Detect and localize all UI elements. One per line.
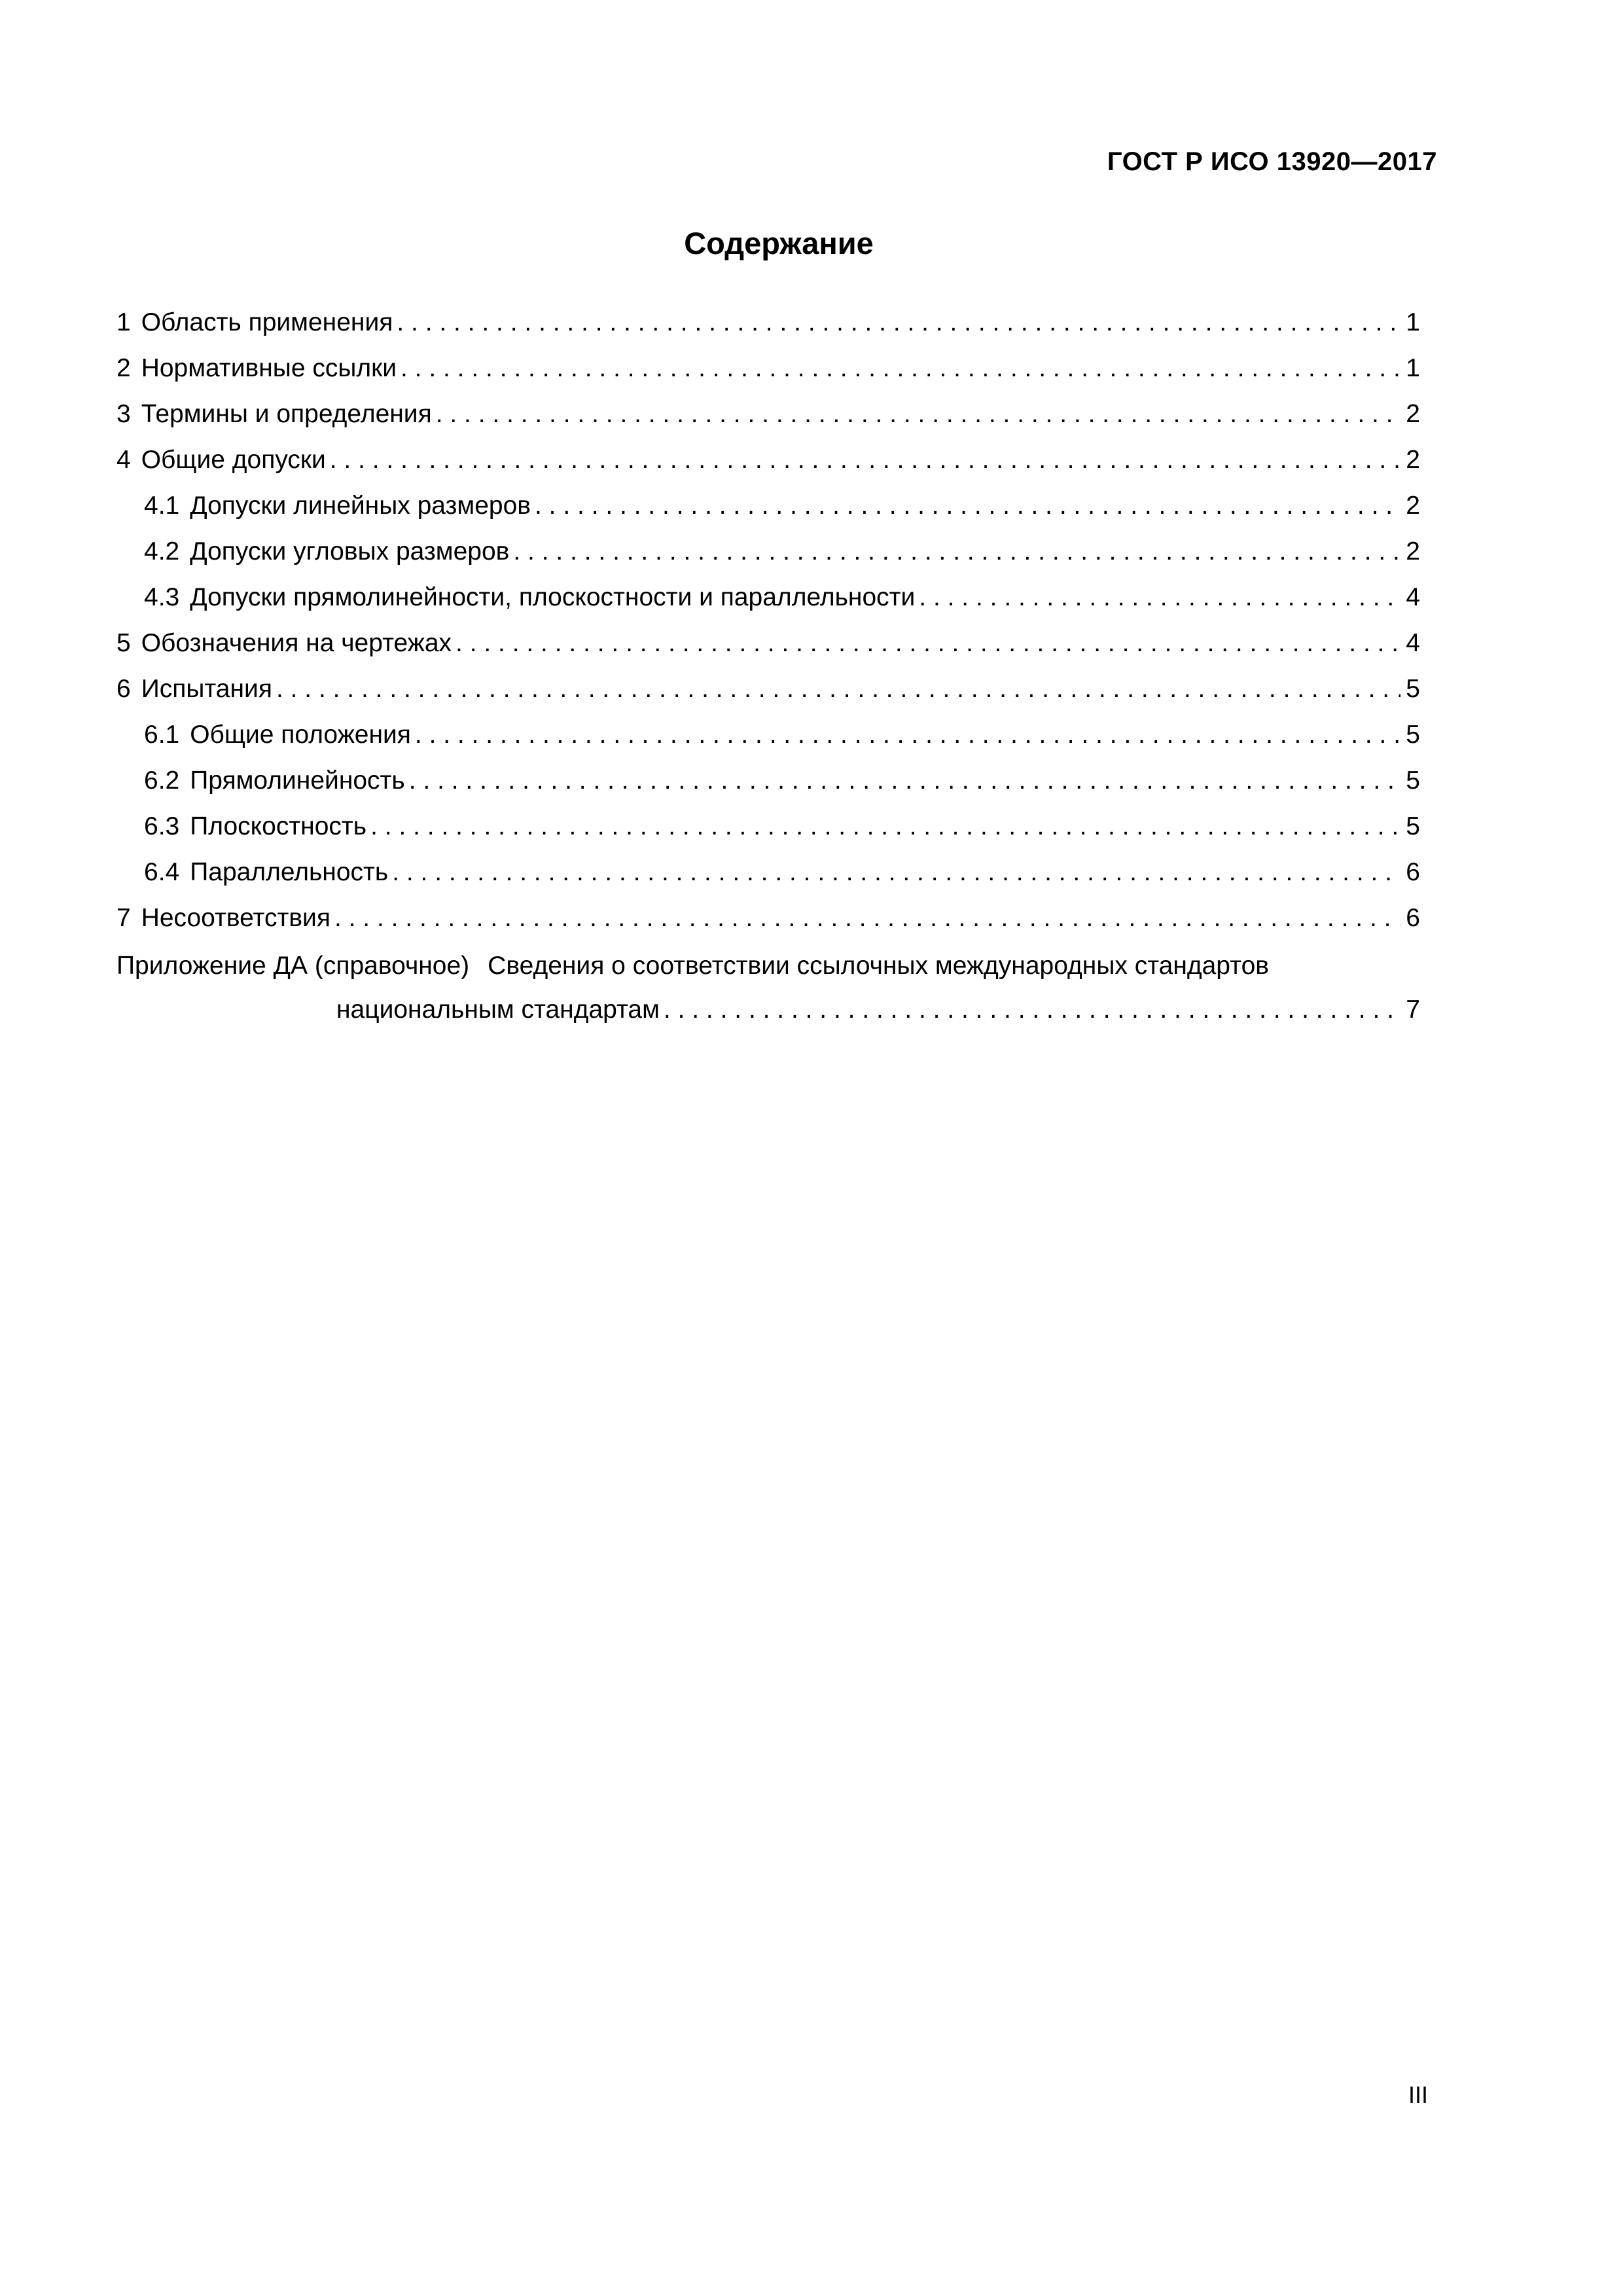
annex-title-line2: национальным стандартам xyxy=(336,996,660,1024)
leader-dots xyxy=(436,391,1400,437)
toc-entry-page: 5 xyxy=(1406,721,1420,749)
toc-entry-title: Допуски прямолинейности, плоскостности и параллельности xyxy=(190,583,916,611)
leader-dots xyxy=(415,712,1400,758)
toc-entry-page: 1 xyxy=(1406,308,1420,336)
document-standard-id: ГОСТ Р ИСО 13920—2017 xyxy=(1107,147,1437,176)
leader-dots xyxy=(276,666,1400,712)
leader-dots xyxy=(392,850,1400,895)
toc-entry-number: 4.3 xyxy=(144,583,180,611)
toc-entry-number: 6.4 xyxy=(144,858,180,886)
toc-entry-4[interactable] xyxy=(116,437,1420,483)
toc-entry-page: 4 xyxy=(1406,583,1420,611)
toc-entry-4-3[interactable] xyxy=(116,575,1420,620)
table-of-contents xyxy=(116,300,1420,1022)
toc-entry-title: Обозначения на чертежах xyxy=(141,629,452,657)
toc-entry-3[interactable] xyxy=(116,391,1420,437)
toc-entry-page: 2 xyxy=(1406,492,1420,520)
toc-entry-5[interactable] xyxy=(116,620,1420,666)
toc-entry-6-1[interactable] xyxy=(116,712,1420,758)
toc-entry-page: 2 xyxy=(1406,537,1420,565)
toc-entry-4-1[interactable] xyxy=(116,483,1420,529)
toc-entry-7[interactable] xyxy=(116,895,1420,941)
toc-entry-number: 3 xyxy=(116,400,131,428)
toc-entry-title: Общие положения xyxy=(190,721,411,749)
toc-entry-number: 1 xyxy=(116,308,131,336)
toc-entry-number: 6.2 xyxy=(144,766,180,795)
toc-entry-title: Термины и определения xyxy=(141,400,432,428)
leader-dots xyxy=(455,620,1400,666)
toc-entry-6[interactable] xyxy=(116,666,1420,712)
toc-entry-page: 4 xyxy=(1406,629,1420,657)
toc-entry-number: 2 xyxy=(116,354,131,382)
toc-entry-title: Несоответствия xyxy=(141,904,330,932)
toc-entry-number: 6.3 xyxy=(144,812,180,840)
leader-dots xyxy=(334,895,1400,941)
toc-entry-6-4[interactable] xyxy=(116,850,1420,895)
leader-dots xyxy=(370,804,1400,850)
toc-entry-title: Плоскостность xyxy=(190,812,367,840)
leader-dots xyxy=(401,346,1400,391)
toc-entry-title: Допуски угловых размеров xyxy=(190,537,510,565)
toc-entry-page: 2 xyxy=(1406,400,1420,428)
leader-dots xyxy=(535,483,1400,529)
toc-entry-page: 5 xyxy=(1406,675,1420,703)
toc-entry-number: 4.1 xyxy=(144,492,180,520)
toc-entry-page: 5 xyxy=(1406,812,1420,840)
toc-entry-number: 6.1 xyxy=(144,721,180,749)
toc-entry-title: Параллельность xyxy=(190,858,389,886)
leader-dots xyxy=(409,758,1400,804)
leader-dots xyxy=(513,529,1400,575)
toc-entry-6-2[interactable] xyxy=(116,758,1420,804)
toc-entry-page: 1 xyxy=(1406,354,1420,382)
toc-entry-number: 6 xyxy=(116,675,131,703)
toc-entry-number: 5 xyxy=(116,629,131,657)
toc-entry-title: Допуски линейных размеров xyxy=(190,492,531,520)
toc-entry-number: 7 xyxy=(116,904,131,932)
page-number: III xyxy=(1408,2081,1428,2108)
toc-entry-number: 4.2 xyxy=(144,537,180,565)
toc-title: Содержание xyxy=(684,226,874,260)
annex-label: Приложение ДА (справочное) xyxy=(116,952,470,980)
toc-entry-title: Общие допуски xyxy=(141,446,326,474)
leader-dots xyxy=(919,575,1400,620)
toc-entry-title: Прямолинейность xyxy=(190,766,405,795)
toc-entry-1[interactable] xyxy=(116,300,1420,346)
annex-title-line1: Сведения о соответствии ссылочных международных стандартов xyxy=(488,952,1269,980)
toc-entry-number: 4 xyxy=(116,446,131,474)
toc-entry-title: Область применения xyxy=(141,308,393,336)
toc-entry-4-2[interactable] xyxy=(116,529,1420,575)
toc-entry-page: 5 xyxy=(1406,766,1420,795)
leader-dots xyxy=(397,300,1400,346)
toc-entry-annex-da[interactable] xyxy=(116,941,1420,1022)
toc-entry-title: Испытания xyxy=(141,675,272,703)
toc-entry-2[interactable] xyxy=(116,346,1420,391)
toc-entry-title: Нормативные ссылки xyxy=(141,354,397,382)
toc-entry-6-3[interactable] xyxy=(116,804,1420,850)
leader-dots xyxy=(664,997,1400,1022)
toc-entry-page: 6 xyxy=(1406,904,1420,932)
toc-entry-page: 6 xyxy=(1406,858,1420,886)
toc-entry-page: 2 xyxy=(1406,446,1420,474)
leader-dots xyxy=(330,437,1400,483)
toc-entry-page: 7 xyxy=(1406,996,1420,1024)
